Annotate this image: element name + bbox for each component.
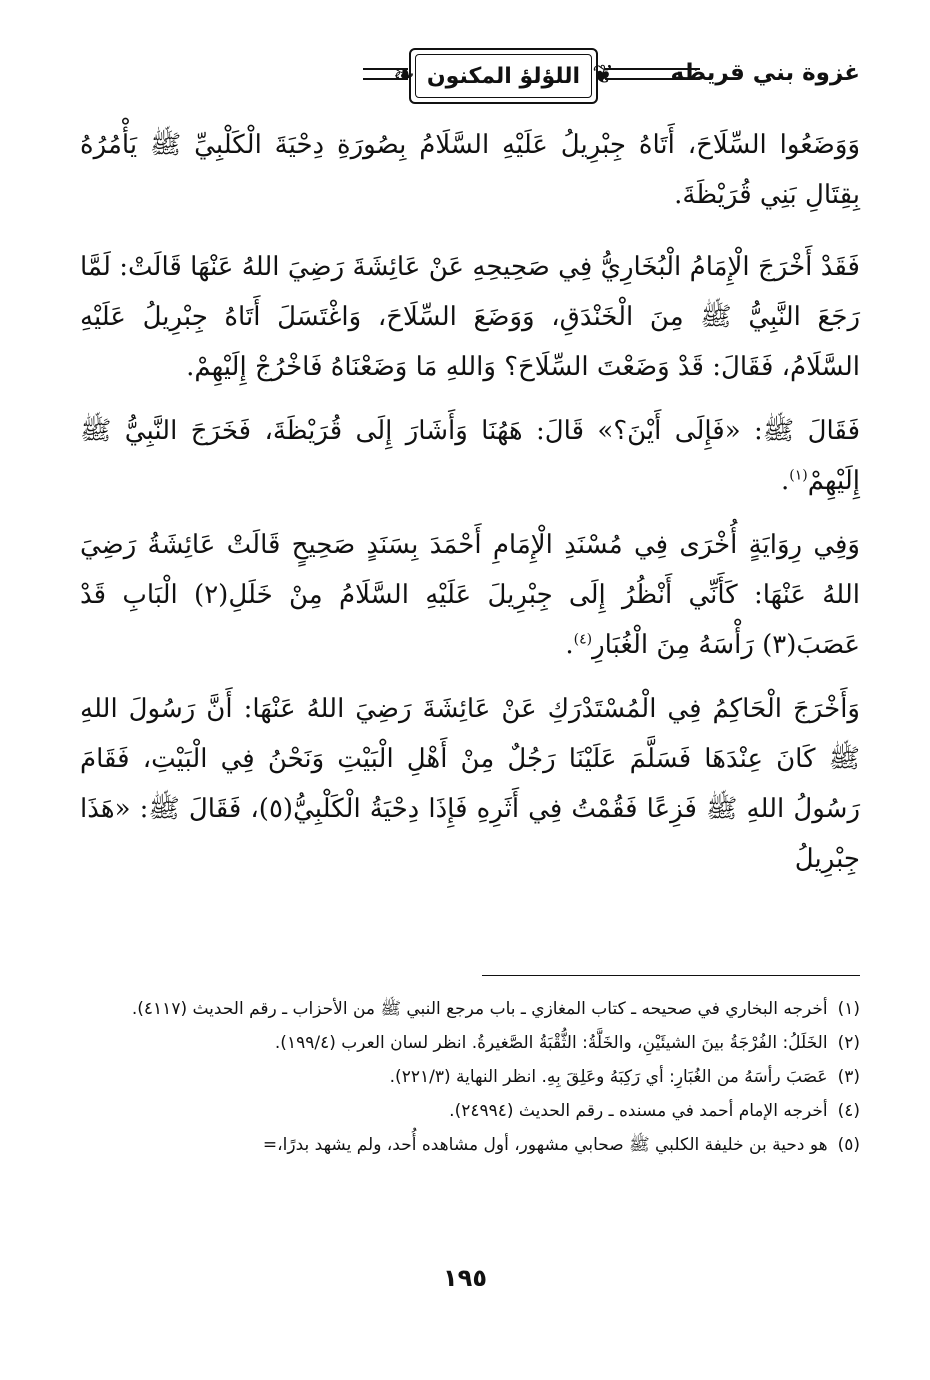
- footnote-number: (٢): [837, 1033, 860, 1053]
- footnote-number: (٥): [837, 1135, 860, 1155]
- footnote-text: أخرجه الإمام أحمد في مسنده ـ رقم الحديث (٢٤٩٩٤).: [449, 1101, 828, 1121]
- footnote: [80, 1026, 860, 1060]
- ornament-right-icon: ❦: [592, 60, 614, 90]
- footnote: [80, 1128, 860, 1162]
- paragraph: فَقَالَ ﷺ: «فَإِلَى أَيْنَ؟» قَالَ: هَهُنَا وَأَشَارَ إِلَى قُرَيْظَةَ، فَخَرَجَ النَّبِيُّ ﷺ إِلَيْهِمْ$^{(١)}$.: [80, 416, 861, 496]
- running-header: [80, 48, 860, 108]
- book-title-frame: [393, 48, 614, 104]
- header-double-rule: [363, 68, 408, 80]
- footnote-separator: [482, 975, 860, 976]
- ornament-left-icon: ❧: [393, 60, 415, 90]
- footnote-text: الخَلَلُ: الفُرْجَةُ بينَ الشيئَيْنِ، والخَلَّةُ: الثُّقْبَةُ الصَّغيرةُ. انظر لسان العرب (١٩٩/٤).: [274, 1033, 828, 1053]
- paragraph: فَقَدْ أَخْرَجَ الْإِمَامُ الْبُخَارِيُّ فِي صَحِيحِهِ عَنْ عَائِشَةَ رَضِيَ اللهُ عَنْهَا قَالَتْ: لَمَّا رَجَعَ النَّبِيُّ ﷺ مِنَ الْخَنْدَقِ، وَوَضَعَ السِّلَاحَ، وَاغْتَسَلَ أَتَاهُ جِبْرِيلُ عَلَيْهِ السَّلَامُ، فَقَالَ: قَدْ وَضَعْتَ السِّلَاحَ؟ وَاللهِ مَا وَضَعْنَاهُ فَاخْرُجْ إِلَيْهِمْ.: [80, 252, 860, 382]
- footnote-ref: (٤): [573, 631, 593, 648]
- footnote: [80, 1094, 860, 1128]
- header-double-rule: [605, 68, 700, 80]
- paragraph: وَأَخْرَجَ الْحَاكِمُ فِي الْمُسْتَدْرَكِ عَنْ عَائِشَةَ رَضِيَ اللهُ عَنْهَا: أَنَّ رَسُولَ اللهِ ﷺ كَانَ عِنْدَهَا فَسَلَّمَ عَلَيْنَا رَجُلٌ مِنْ أَهْلِ الْبَيْتِ وَنَحْنُ فِي الْبَيْتِ، فَقَامَ رَسُولُ اللهِ ﷺ فَزِعًا فَقُمْتُ فِي أَثَرِهِ فَإِذَا دِحْيَةُ الْكَلْبِيُّ(٥)، فَقَالَ ﷺ: «هَذَا جِبْرِيلُ: [80, 694, 860, 874]
- chapter-title: غزوة بني قريظة: [670, 60, 860, 86]
- footnote: [80, 992, 860, 1026]
- footnote-ref: (١): [789, 467, 808, 484]
- footnotes: [80, 992, 860, 1162]
- main-text: [80, 120, 860, 898]
- footnote-number: (١): [837, 999, 860, 1019]
- footnote-number: (٤): [837, 1101, 860, 1121]
- footnote: [80, 1060, 860, 1094]
- footnote-number: (٣): [837, 1067, 860, 1087]
- footnote-text: أخرجه البخاري في صحيحه ـ كتاب المغازي ـ باب مرجع النبي ﷺ من الأحزاب ـ رقم الحديث (٤١١٧).: [131, 999, 828, 1019]
- footnote-text: عَصَبَ رأسَهُ من الغُبَارِ: أي رَكِبَهُ وعَلِقَ بِهِ. انظر النهاية (٢٢١/٣).: [389, 1067, 828, 1087]
- page-number: ١٩٥: [443, 1264, 487, 1292]
- book-title: اللؤلؤ المكنون: [426, 63, 581, 89]
- paragraph: وَفِي رِوَايَةٍ أُخْرَى فِي مُسْنَدِ الْإِمَامِ أَحْمَدَ بِسَنَدٍ صَحِيحٍ قَالَتْ عَائِشَةُ رَضِيَ اللهُ عَنْهَا: كَأَنِّي أَنْظُرُ إِلَى جِبْرِيلَ عَلَيْهِ السَّلَامُ مِنْ خَلَلِ(٢) الْبَابِ قَدْ عَصَبَ(٣) رَأْسَهُ مِنَ الْغُبَارِ$^{(٤)}$.: [80, 530, 860, 660]
- paragraph: وَوَضَعُوا السِّلَاحَ، أَتَاهُ جِبْرِيلُ عَلَيْهِ السَّلَامُ بِصُورَةِ دِحْيَةَ الْكَلْبِيِّ ﷺ يَأْمُرُهُ بِقِتَالِ بَنِي قُرَيْظَةَ.: [80, 130, 860, 210]
- footnote-text: هو دحية بن خليفة الكلبي ﷺ صحابي مشهور، أول مشاهده أُحد، ولم يشهد بدرًا،=: [262, 1135, 828, 1155]
